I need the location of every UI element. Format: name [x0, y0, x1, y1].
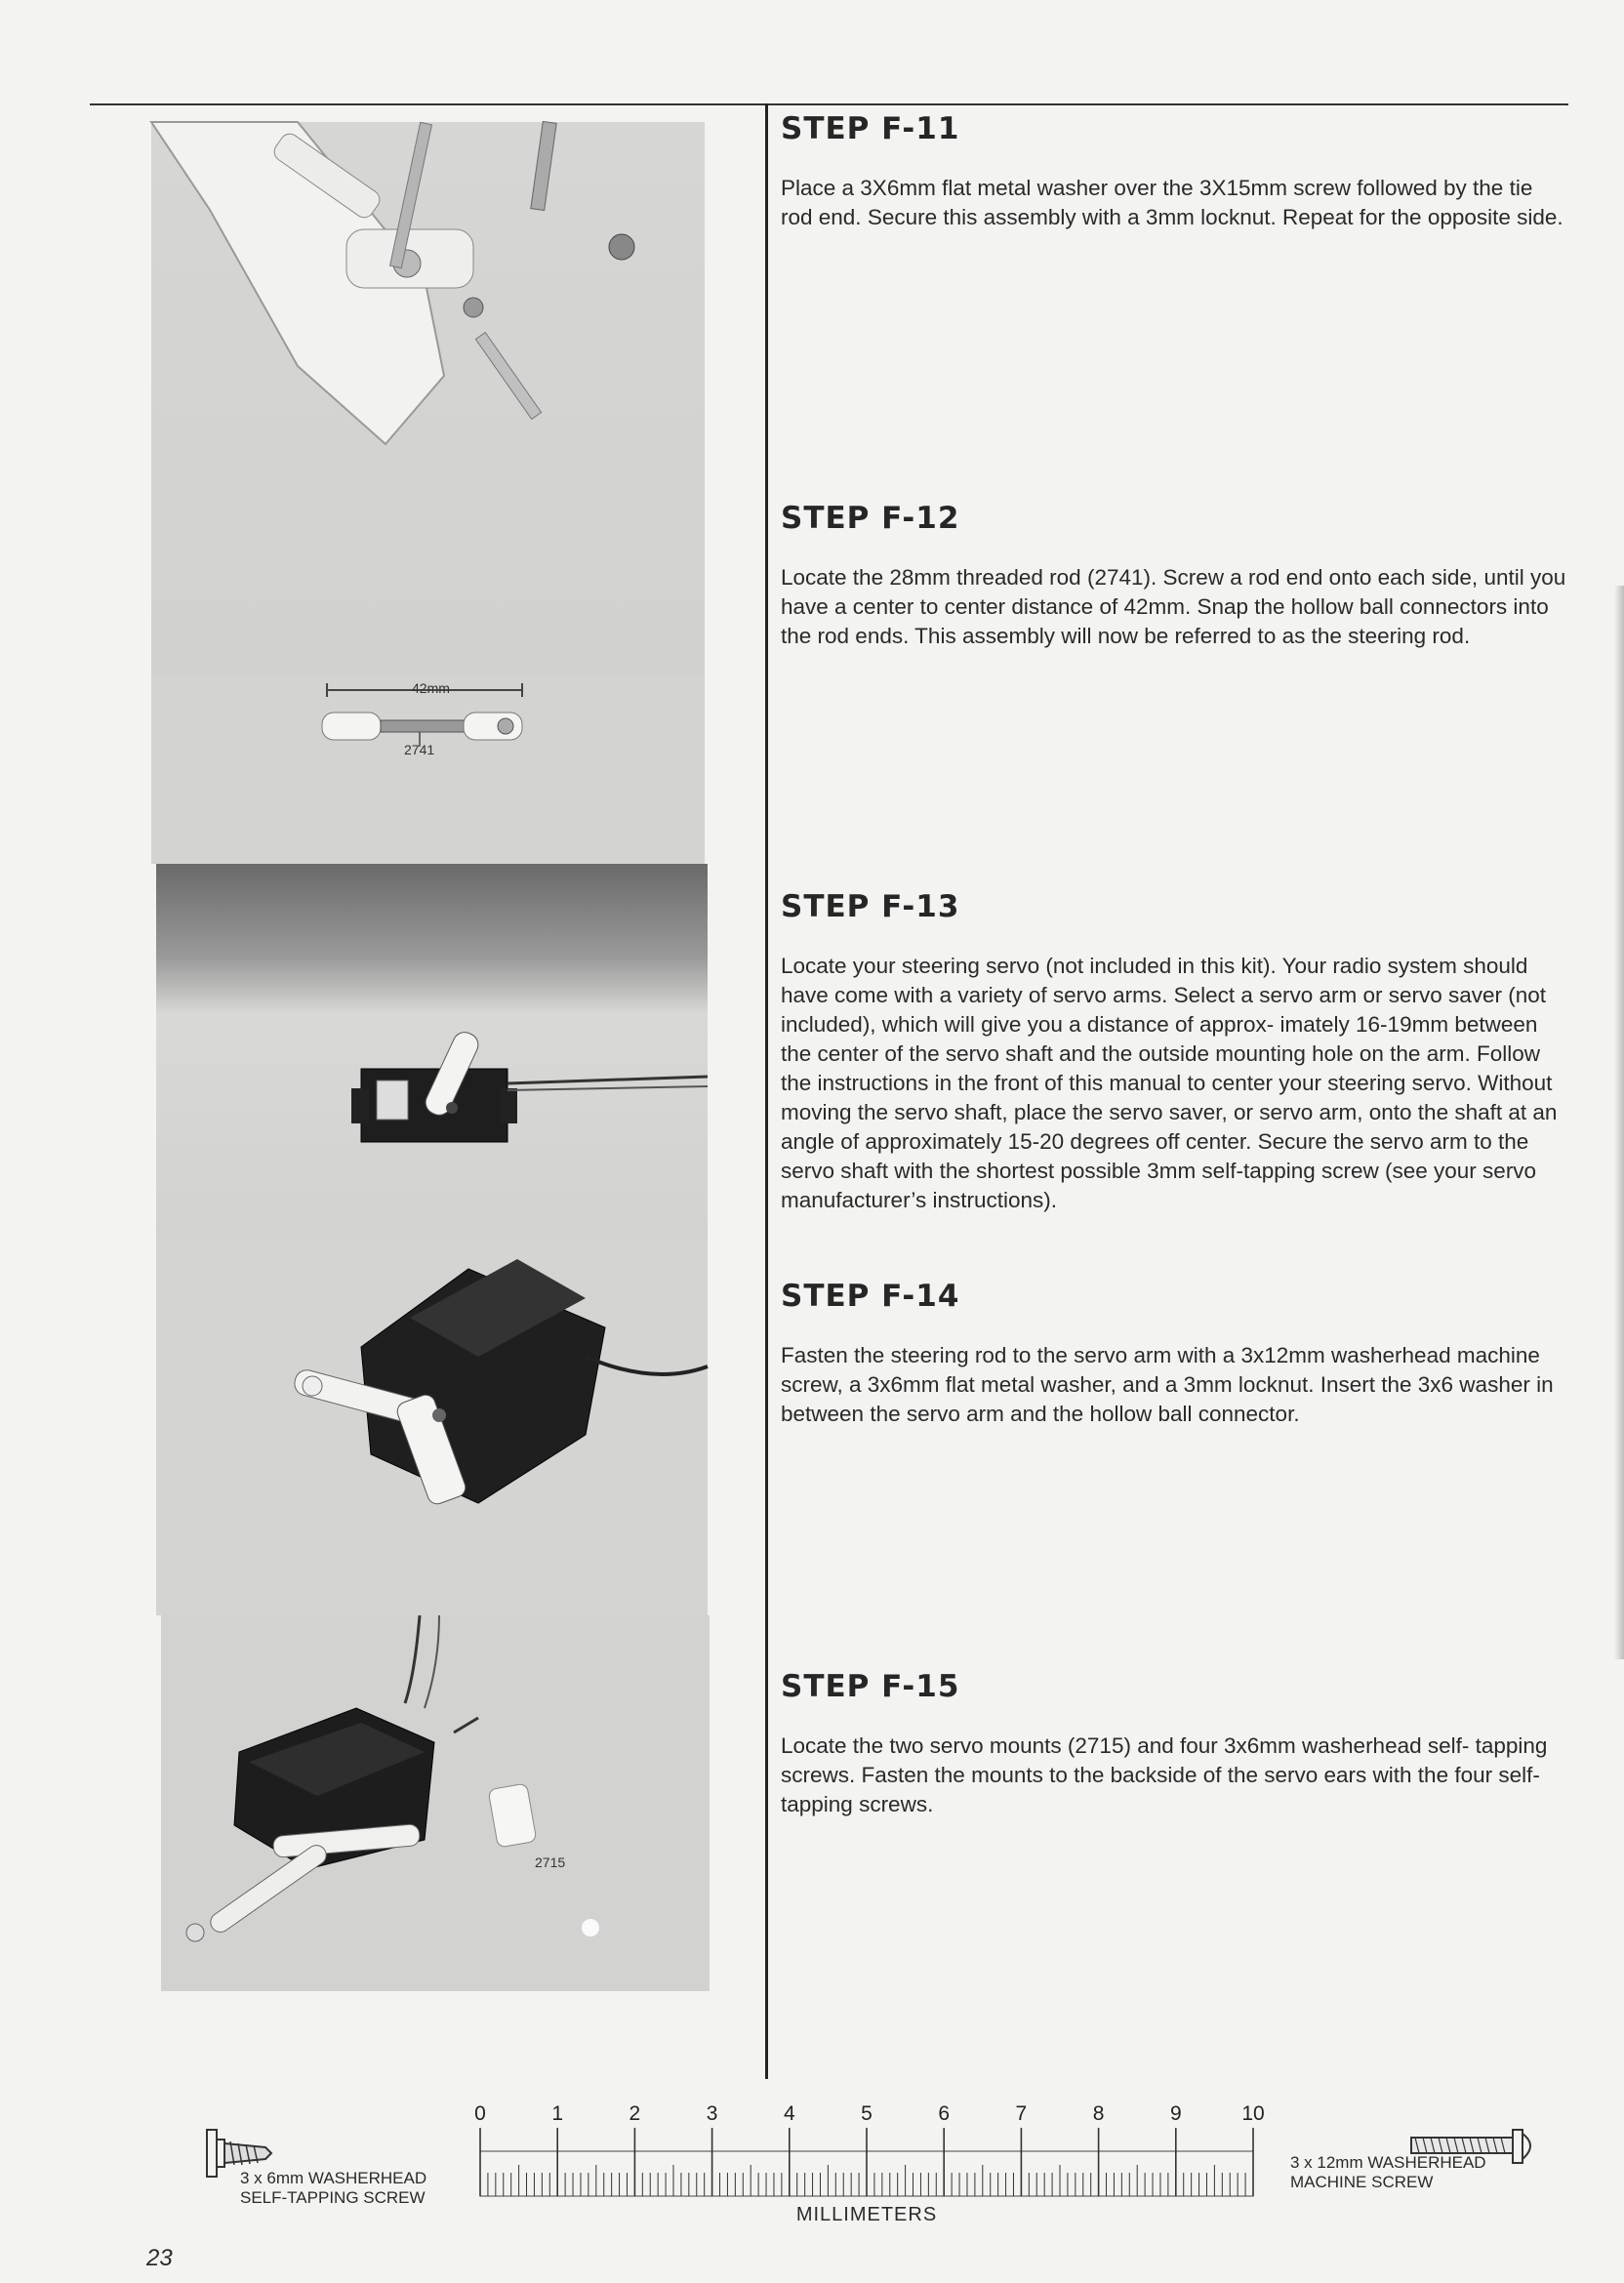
- rod-length-label: 42mm: [412, 680, 450, 696]
- rod-part-label: 2741: [404, 742, 435, 757]
- photo-step-f14: [156, 1240, 708, 1615]
- step-title: STEP F-12: [781, 501, 960, 536]
- step-title: STEP F-14: [781, 1279, 960, 1314]
- step-body: Locate your steering servo (not included in this kit). Your radio system should have come with a variety of servo arms. Select a servo arm or servo saver (not included), which will give you a distance of approx- imately 16-19mm between the center of the servo shaft and the outside mounting hole on the arm. Follow the instructions in the front of this manual to center your steering servo. Without moving the servo shaft, place the servo saver, or servo arm, onto the shaft at an angle of approximately 15-20 degrees off center. Secure the servo arm to the servo shaft with the shortest possible 3mm self-tapping screw (see your servo manufacturer’s instructions).: [781, 954, 1558, 1212]
- step-body: Locate the two servo mounts (2715) and four 3x6mm washerhead self- tapping screws. Fasten the mounts to the backside of the servo ears with the four self-tapping screws.: [781, 1733, 1548, 1816]
- ruler-tick-label: 9: [1169, 2102, 1182, 2125]
- step-title: STEP F-15: [781, 1669, 960, 1704]
- screw-right-line1: 3 x 12mm WASHERHEAD: [1290, 2153, 1486, 2172]
- mount-part-label: 2715: [535, 1855, 566, 1870]
- screw-right-line2: MACHINE SCREW: [1290, 2173, 1434, 2191]
- step-title: STEP F-11: [781, 111, 960, 146]
- step-f12: [781, 501, 1566, 651]
- ruler-tick-label: 10: [1241, 2102, 1265, 2125]
- step-body: Fasten the steering rod to the servo arm with a 3x12mm washerhead machine screw, a 3x6mm flat metal washer, and a 3mm locknut. Insert the 3x6 washer in between the servo arm and the hollow ball connector.: [781, 1343, 1554, 1426]
- ruler-tick-label: 1: [551, 2102, 564, 2125]
- ruler-tick-label: 3: [706, 2102, 718, 2125]
- page-number: 23: [146, 2245, 173, 2271]
- ruler-label: MILLIMETERS: [795, 2204, 938, 2225]
- step-f13: [781, 889, 1566, 1215]
- machine-screw-label: [1290, 2153, 1524, 2192]
- photo-step-f13: [156, 864, 708, 1240]
- ruler-tick-label: 7: [1015, 2102, 1028, 2125]
- screw-left-line2: SELF-TAPPING SCREW: [240, 2188, 426, 2207]
- ruler-tick-label: 5: [861, 2102, 873, 2125]
- ruler-tick-label: 6: [938, 2102, 951, 2125]
- step-title: STEP F-13: [781, 889, 960, 924]
- ruler-tick-label: 4: [783, 2102, 795, 2125]
- step-f11: [781, 111, 1566, 232]
- step-body: Place a 3X6mm flat metal washer over the 3X15mm screw followed by the tie rod end. Secure this assembly with a 3mm locknut. Repeat for the opposite side.: [781, 176, 1563, 229]
- step-f15: [781, 1669, 1566, 1819]
- photo-step-f15: [161, 1615, 710, 1991]
- screw-left-line1: 3 x 6mm WASHERHEAD: [240, 2169, 427, 2187]
- self-tapping-screw-label: [240, 2169, 465, 2208]
- step-body: Locate the 28mm threaded rod (2741). Screw a rod end onto each side, until you have a center to center distance of 42mm. Snap the hollow ball connectors into the rod ends. This assembly will now be referred to as the steering rod.: [781, 565, 1566, 648]
- step-f14: [781, 1279, 1566, 1429]
- photo-step-f12: [151, 673, 705, 864]
- top-rule: [90, 103, 1568, 105]
- ruler-tick-label: 2: [629, 2102, 641, 2125]
- ruler-tick-label: 0: [474, 2102, 486, 2125]
- ruler-tick-label: 8: [1092, 2102, 1105, 2125]
- millimeter-ruler: [474, 2099, 1265, 2225]
- binding-shadow: [1614, 586, 1624, 1659]
- column-divider: [765, 103, 768, 2079]
- ruler-graphic: [474, 2099, 1265, 2206]
